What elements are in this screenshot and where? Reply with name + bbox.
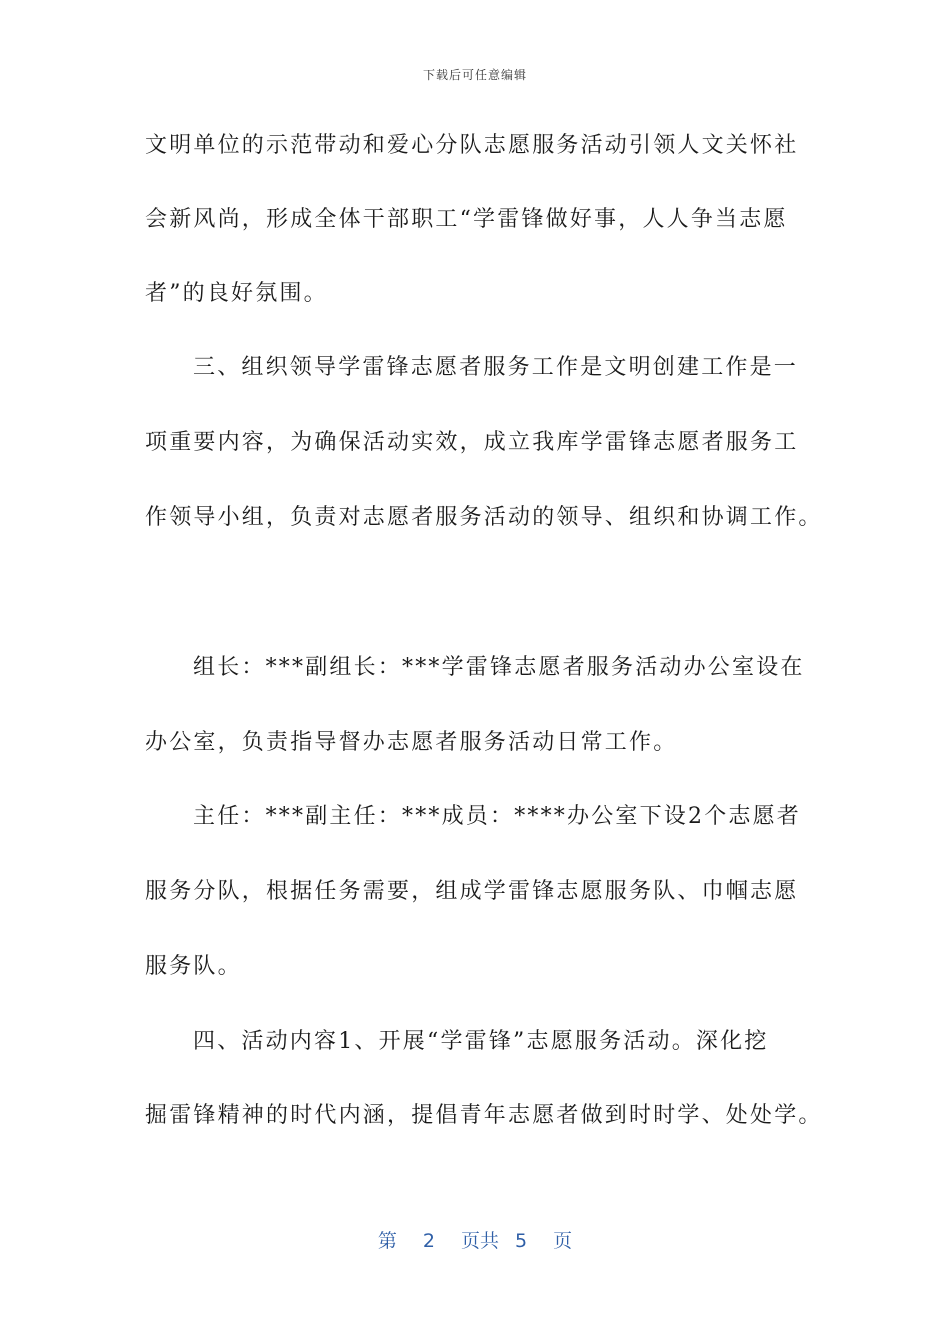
paragraph-line: 掘雷锋精神的时代内涵，提倡青年志愿者做到时时学、处处学。: [145, 1103, 823, 1128]
paragraph-line: 组长：***副组长：***学雷锋志愿者服务活动办公室设在: [193, 655, 805, 680]
paragraph-line: 四、活动内容1、开展“学雷锋”志愿服务活动。深化挖: [193, 1029, 769, 1054]
header-note: 下载后可任意编辑: [422, 68, 527, 82]
page-label-prefix: 第: [377, 1230, 397, 1252]
total-pages-number: 5: [515, 1230, 528, 1252]
page-number-footer: [0, 1226, 950, 1253]
paragraph-line: 会新风尚，形成全体干部职工“学雷锋做好事，人人争当志愿: [145, 207, 788, 232]
paragraph-line: 服务队。: [145, 954, 242, 979]
page-label-mid: 页共: [460, 1230, 499, 1252]
paragraph-line: 作领导小组，负责对志愿者服务活动的领导、组织和协调工作。: [145, 505, 823, 530]
paragraph-line: 服务分队，根据任务需要，组成学雷锋志愿服务队、巾帼志愿: [145, 879, 799, 904]
page-label-suffix: 页: [553, 1230, 573, 1252]
current-page-number: 2: [422, 1230, 435, 1252]
paragraph-line: 项重要内容，为确保活动实效，成立我库学雷锋志愿者服务工: [145, 430, 799, 455]
paragraph-line: 者”的良好氛围。: [145, 281, 328, 306]
paragraph-line: 三、组织领导学雷锋志愿者服务工作是文明创建工作是一: [193, 355, 799, 380]
paragraph-line: 办公室，负责指导督办志愿者服务活动日常工作。: [145, 730, 678, 755]
paragraph-line: 主任：***副主任：***成员：****办公室下设2个志愿者: [193, 804, 801, 829]
paragraph-line: 文明单位的示范带动和爱心分队志愿服务活动引领人文关怀社: [145, 133, 799, 158]
